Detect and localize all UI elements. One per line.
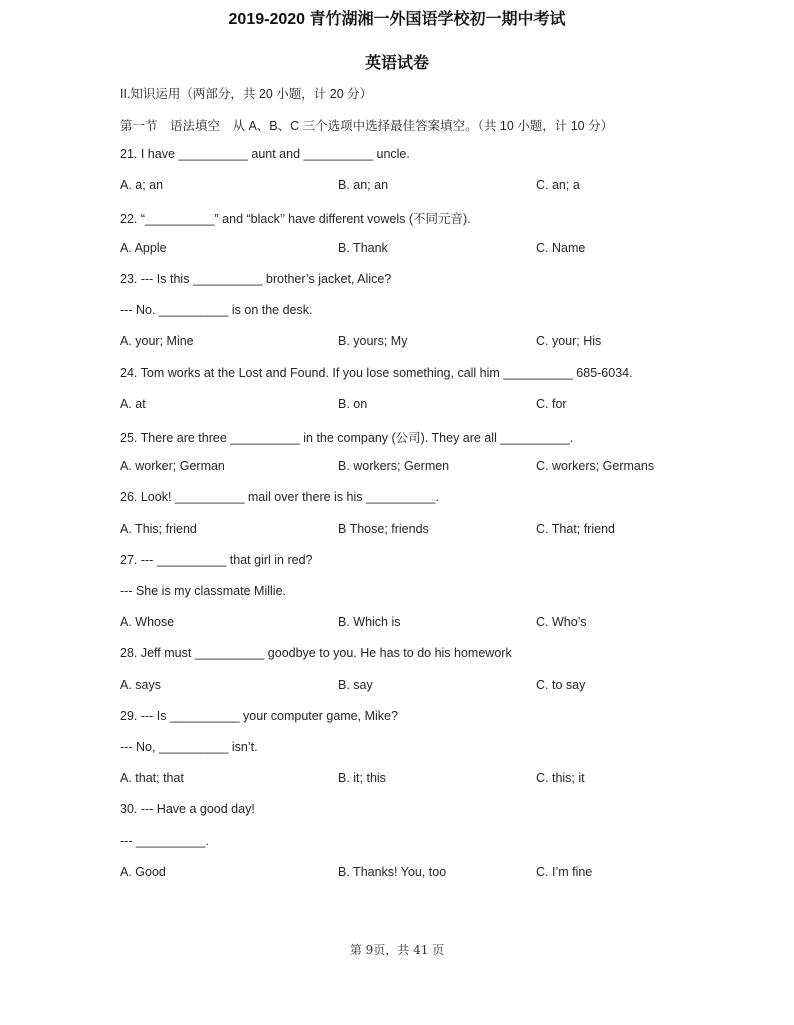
question-29-stem: 29. --- Is __________ your computer game, Mike? — [120, 709, 398, 723]
option-c: C. Who’s — [536, 615, 587, 629]
option-b: B. on — [338, 397, 368, 411]
exam-subtitle: 英语试卷 — [364, 55, 429, 72]
option-b: B. yours; My — [338, 334, 408, 348]
question-29-reply: --- No, __________ isn’t. — [120, 740, 258, 754]
section-instruction: 第一节 语法填空 从 A、B、C 三个选项中选择最佳答案填空。（共 10 小题，计 10 分） — [120, 119, 614, 133]
option-a: A. worker; German — [120, 459, 225, 473]
option-c: C. for — [536, 397, 567, 411]
question-21-options — [0, 178, 794, 196]
option-c: C. That; friend — [536, 522, 615, 536]
option-b: B. an; an — [338, 178, 389, 192]
option-c: C. an; a — [536, 178, 580, 192]
question-22-stem: 22. “__________” and “black’’ have different vowels (不同元音). — [120, 212, 471, 226]
question-26-options — [0, 522, 794, 540]
option-b: B. say — [338, 678, 373, 692]
option-c: C. to say — [536, 678, 586, 692]
question-25-stem: 25. There are three __________ in the company (公司). They are all __________. — [120, 431, 574, 445]
question-28-options — [0, 678, 794, 696]
option-b: B. Which is — [338, 615, 401, 629]
question-22-options — [0, 241, 794, 259]
option-c: C. Name — [536, 241, 586, 255]
question-27-stem: 27. --- __________ that girl in red? — [120, 553, 313, 567]
question-21-stem: 21. I have __________ aunt and __________ uncle. — [120, 147, 410, 161]
question-30-options — [0, 865, 794, 883]
option-a: A. This; friend — [120, 522, 197, 536]
question-27-reply: --- She is my classmate Millie. — [120, 584, 286, 598]
question-29-options — [0, 771, 794, 789]
option-a: A. Whose — [120, 615, 175, 629]
option-a: A. your; Mine — [120, 334, 194, 348]
question-30-stem: 30. --- Have a good day! — [120, 802, 255, 816]
question-28-stem: 28. Jeff must __________ goodbye to you. He has to do his homework — [120, 646, 512, 660]
option-a: A. at — [120, 397, 146, 411]
option-a: A. says — [120, 678, 161, 692]
section-heading: II.知识运用（两部分，共 20 小题，计 20 分） — [120, 87, 373, 101]
option-a: A. Apple — [120, 241, 167, 255]
exam-title: 2019-2020 青竹湖湘一外国语学校初一期中考试 — [228, 11, 566, 28]
option-b: B. Thank — [338, 241, 388, 255]
option-b: B. it; this — [338, 771, 386, 785]
question-26-stem: 26. Look! __________ mail over there is his __________. — [120, 490, 439, 504]
question-30-reply: --- __________. — [120, 834, 209, 848]
option-c: C. this; it — [536, 771, 585, 785]
page-footer: 第 9页，共 41 页 — [349, 943, 445, 957]
question-23-stem: 23. --- Is this __________ brother’s jacket, Alice? — [120, 272, 392, 286]
option-c: C. your; His — [536, 334, 602, 348]
question-23-options — [0, 334, 794, 352]
option-c: C. workers; Germans — [536, 459, 655, 473]
question-27-options — [0, 615, 794, 633]
option-a: A. that; that — [120, 771, 184, 785]
question-24-options — [0, 397, 794, 415]
option-b: B. workers; Germen — [338, 459, 450, 473]
option-b: B. Thanks! You, too — [338, 865, 447, 879]
option-c: C. I’m fine — [536, 865, 593, 879]
question-25-options — [0, 459, 794, 477]
option-a: A. a; an — [120, 178, 164, 192]
question-24-stem: 24. Tom works at the Lost and Found. If you lose something, call him __________ 685-6034. — [120, 366, 633, 380]
option-b: B Those; friends — [338, 522, 429, 536]
question-23-reply: --- No. __________ is on the desk. — [120, 303, 313, 317]
option-a: A. Good — [120, 865, 166, 879]
